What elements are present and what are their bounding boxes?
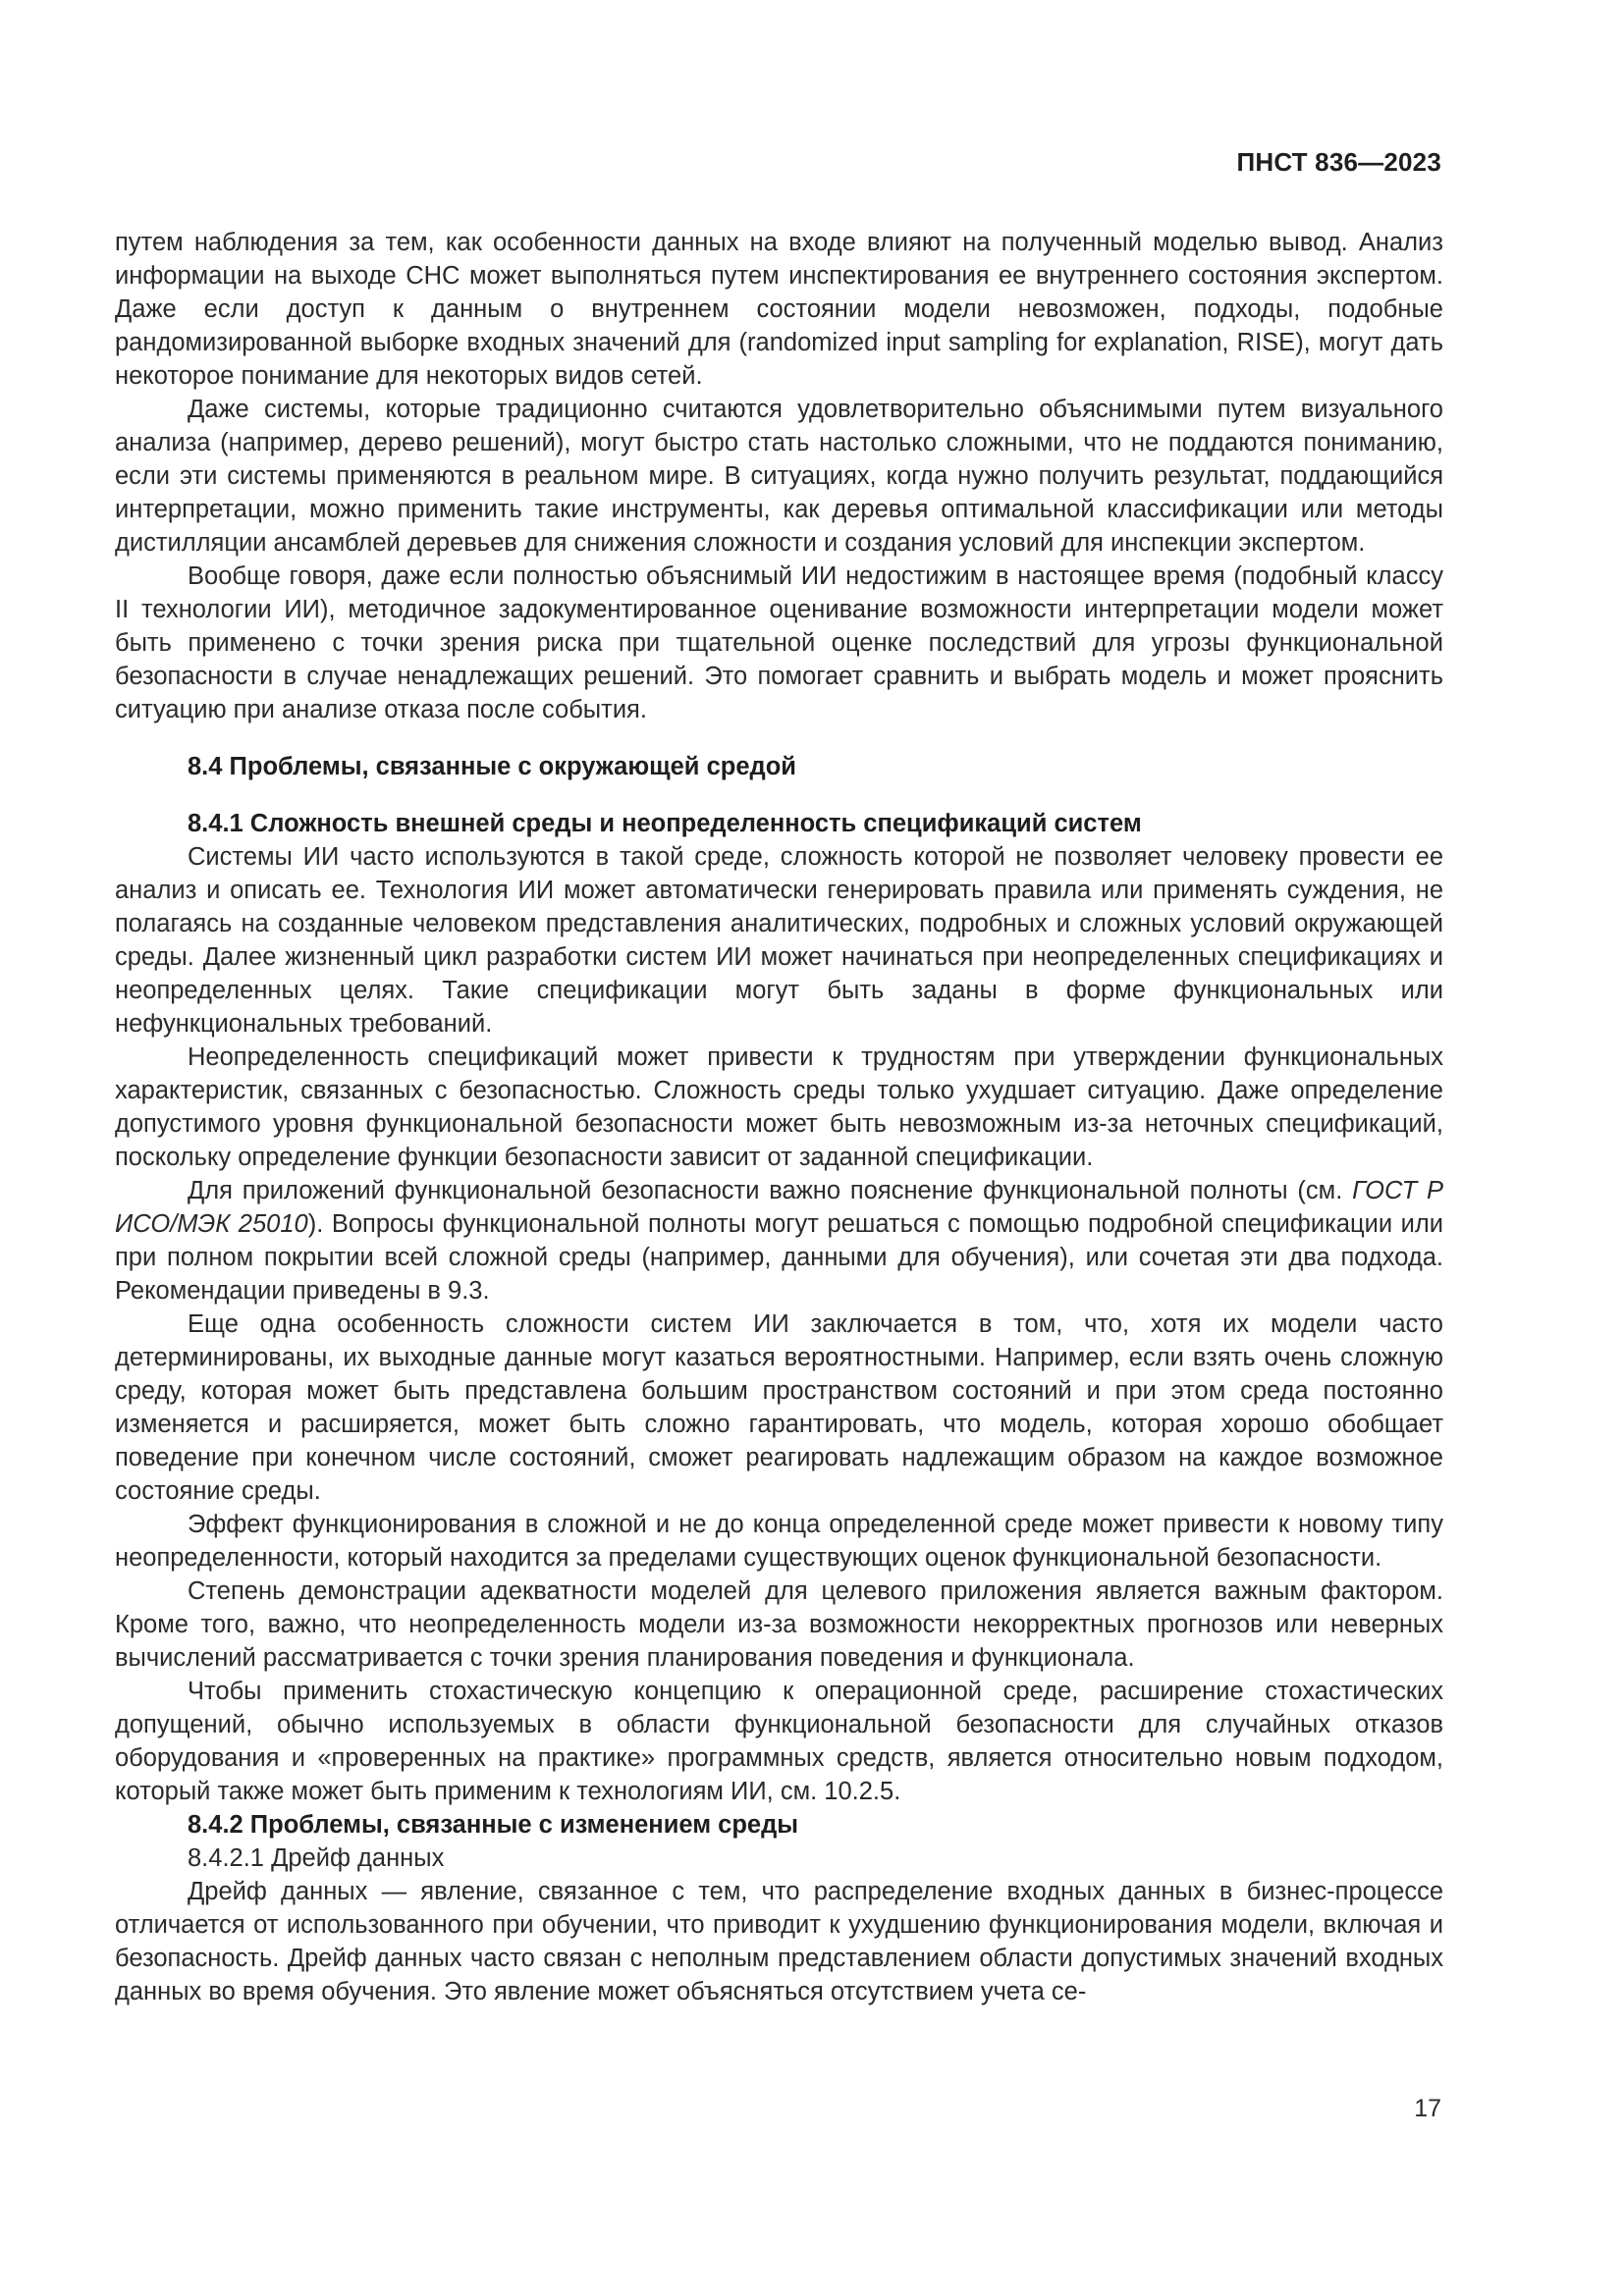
paragraph-text: Для приложений функциональной безопасности важно пояснение функциональной полноты (см. bbox=[188, 1177, 1353, 1204]
paragraph: Даже системы, которые традиционно считаются удовлетворительно объяснимыми путем визуального анализа (например, дерево решений), могут быстро стать настолько сложными, что не поддаются пониманию, если эти системы применяются в реальном мире. В ситуациях, когда нужно получить результат, поддающийся интерпретации, можно применить такие инструменты, как деревья оптимальной классификации или методы дистилляции ансамблей деревьев для снижения сложности и создания условий для инспекции экспертом. bbox=[115, 396, 1443, 557]
paragraph: Неопределенность спецификаций может привести к трудностям при утверждении функциональных характеристик, связанных с безопасностью. Сложность среды только ухудшает ситуацию. Даже определение допустимого уровня функциональной безопасности может быть невозможным из-за неточных спецификаций, поскольку определение функции безопасности зависит от заданной спецификации. bbox=[115, 1043, 1443, 1171]
paragraph-with-reference bbox=[115, 1174, 1443, 1308]
paragraph: Вообще говоря, даже если полностью объяснимый ИИ недостижим в настоящее время (подобный классу II технологии ИИ), методичное задокументированное оценивание возможности интерпретации модели может быть применено с точки зрения риска при тщательной оценке последствий для угрозы функциональной безопасности в случае ненадлежащих решений. Это помогает сравнить и выбрать модель и может прояснить ситуацию при анализе отказа после события. bbox=[115, 562, 1443, 723]
paragraph: Еще одна особенность сложности систем ИИ заключается в том, что, хотя их модели часто детерминированы, их выходные данные могут казаться вероятностными. Например, если взять очень сложную среду, которая может быть представлена большим пространством состояний и при этом среда постоянно изменяется и расширяется, может быть сложно гарантировать, что модель, которая хорошо обобщает поведение при конечном числе состояний, сможет реагировать надлежащим образом на каждое возможное состояние среды. bbox=[115, 1310, 1443, 1505]
document-body bbox=[115, 226, 1443, 2008]
paragraph: Системы ИИ часто используются в такой среде, сложность которой не позволяет человеку провести ее анализ и описать ее. Технология ИИ может автоматически генерировать правила или применять суждения, не полагаясь на созданные человеком представления аналитических, подробных и сложных условий окружающей среды. Далее жизненный цикл разработки систем ИИ может начинаться при неопределенных спецификациях и неопределенных целях. Такие спецификации могут быть заданы в форме функциональных или нефункциональных требований. bbox=[115, 843, 1443, 1038]
document-code: ПНСТ 836—2023 bbox=[1236, 147, 1441, 177]
paragraph: Дрейф данных — явление, связанное с тем, что распределение входных данных в бизнес-процессе отличается от использованного при обучении, что приводит к ухудшению функционирования модели, включая и безопасность. Дрейф данных часто связан с неполным представлением области допустимых значений входных данных во время обучения. Это явление может объясняться отсутствием учета се- bbox=[115, 1878, 1443, 2005]
standard-reference: ГОСТ Р ИСО/МЭК 25010 bbox=[115, 1177, 1443, 1238]
paragraph: Чтобы применить стохастическую концепцию к операционной среде, расширение стохастических допущений, обычно используемых в области функциональной безопасности для случайных отказов оборудования и «проверенных на практике» программных средств, является относительно новым подходом, который также может быть применим к технологиям ИИ, см. 10.2.5. bbox=[115, 1678, 1443, 1805]
page-number: 17 bbox=[1414, 2095, 1441, 2122]
paragraph-text: ). Вопросы функциональной полноты могут решаться с помощью подробной спецификации или при полном покрытии всей сложной среды (например, данными для обучения), или сочетая эти два подхода. Рекомендации приведены в 9.3. bbox=[115, 1210, 1443, 1305]
subsubsection-heading-8-4-2-1: 8.4.2.1 Дрейф данных bbox=[188, 1844, 445, 1872]
section-heading-8-4: 8.4 Проблемы, связанные с окружающей средой bbox=[188, 753, 796, 780]
paragraph: Эффект функционирования в сложной и не до конца определенной среде может привести к новому типу неопределенности, который находится за пределами существующих оценок функциональной безопасности. bbox=[115, 1511, 1443, 1572]
subsection-heading-8-4-1: 8.4.1 Сложность внешней среды и неопределенность спецификаций систем bbox=[188, 810, 1142, 837]
paragraph: Степень демонстрации адекватности моделей для целевого приложения является важным фактором. Кроме того, важно, что неопределенность модели из-за возможности некорректных прогнозов или неверных вычислений рассматривается с точки зрения планирования поведения и функционала. bbox=[115, 1577, 1443, 1672]
subsection-heading-8-4-2: 8.4.2 Проблемы, связанные с изменением среды bbox=[188, 1811, 799, 1839]
paragraph: путем наблюдения за тем, как особенности данных на входе влияют на полученный моделью вывод. Анализ информации на выходе СНС может выполняться путем инспектирования ее внутреннего состояния экспертом. Даже если доступ к данным о внутреннем состоянии модели невозможен, подходы, подобные рандомизированной выборке входных значений для (randomized input sampling for explanation, RISE), могут дать некоторое понимание для некоторых видов сетей. bbox=[115, 229, 1443, 390]
